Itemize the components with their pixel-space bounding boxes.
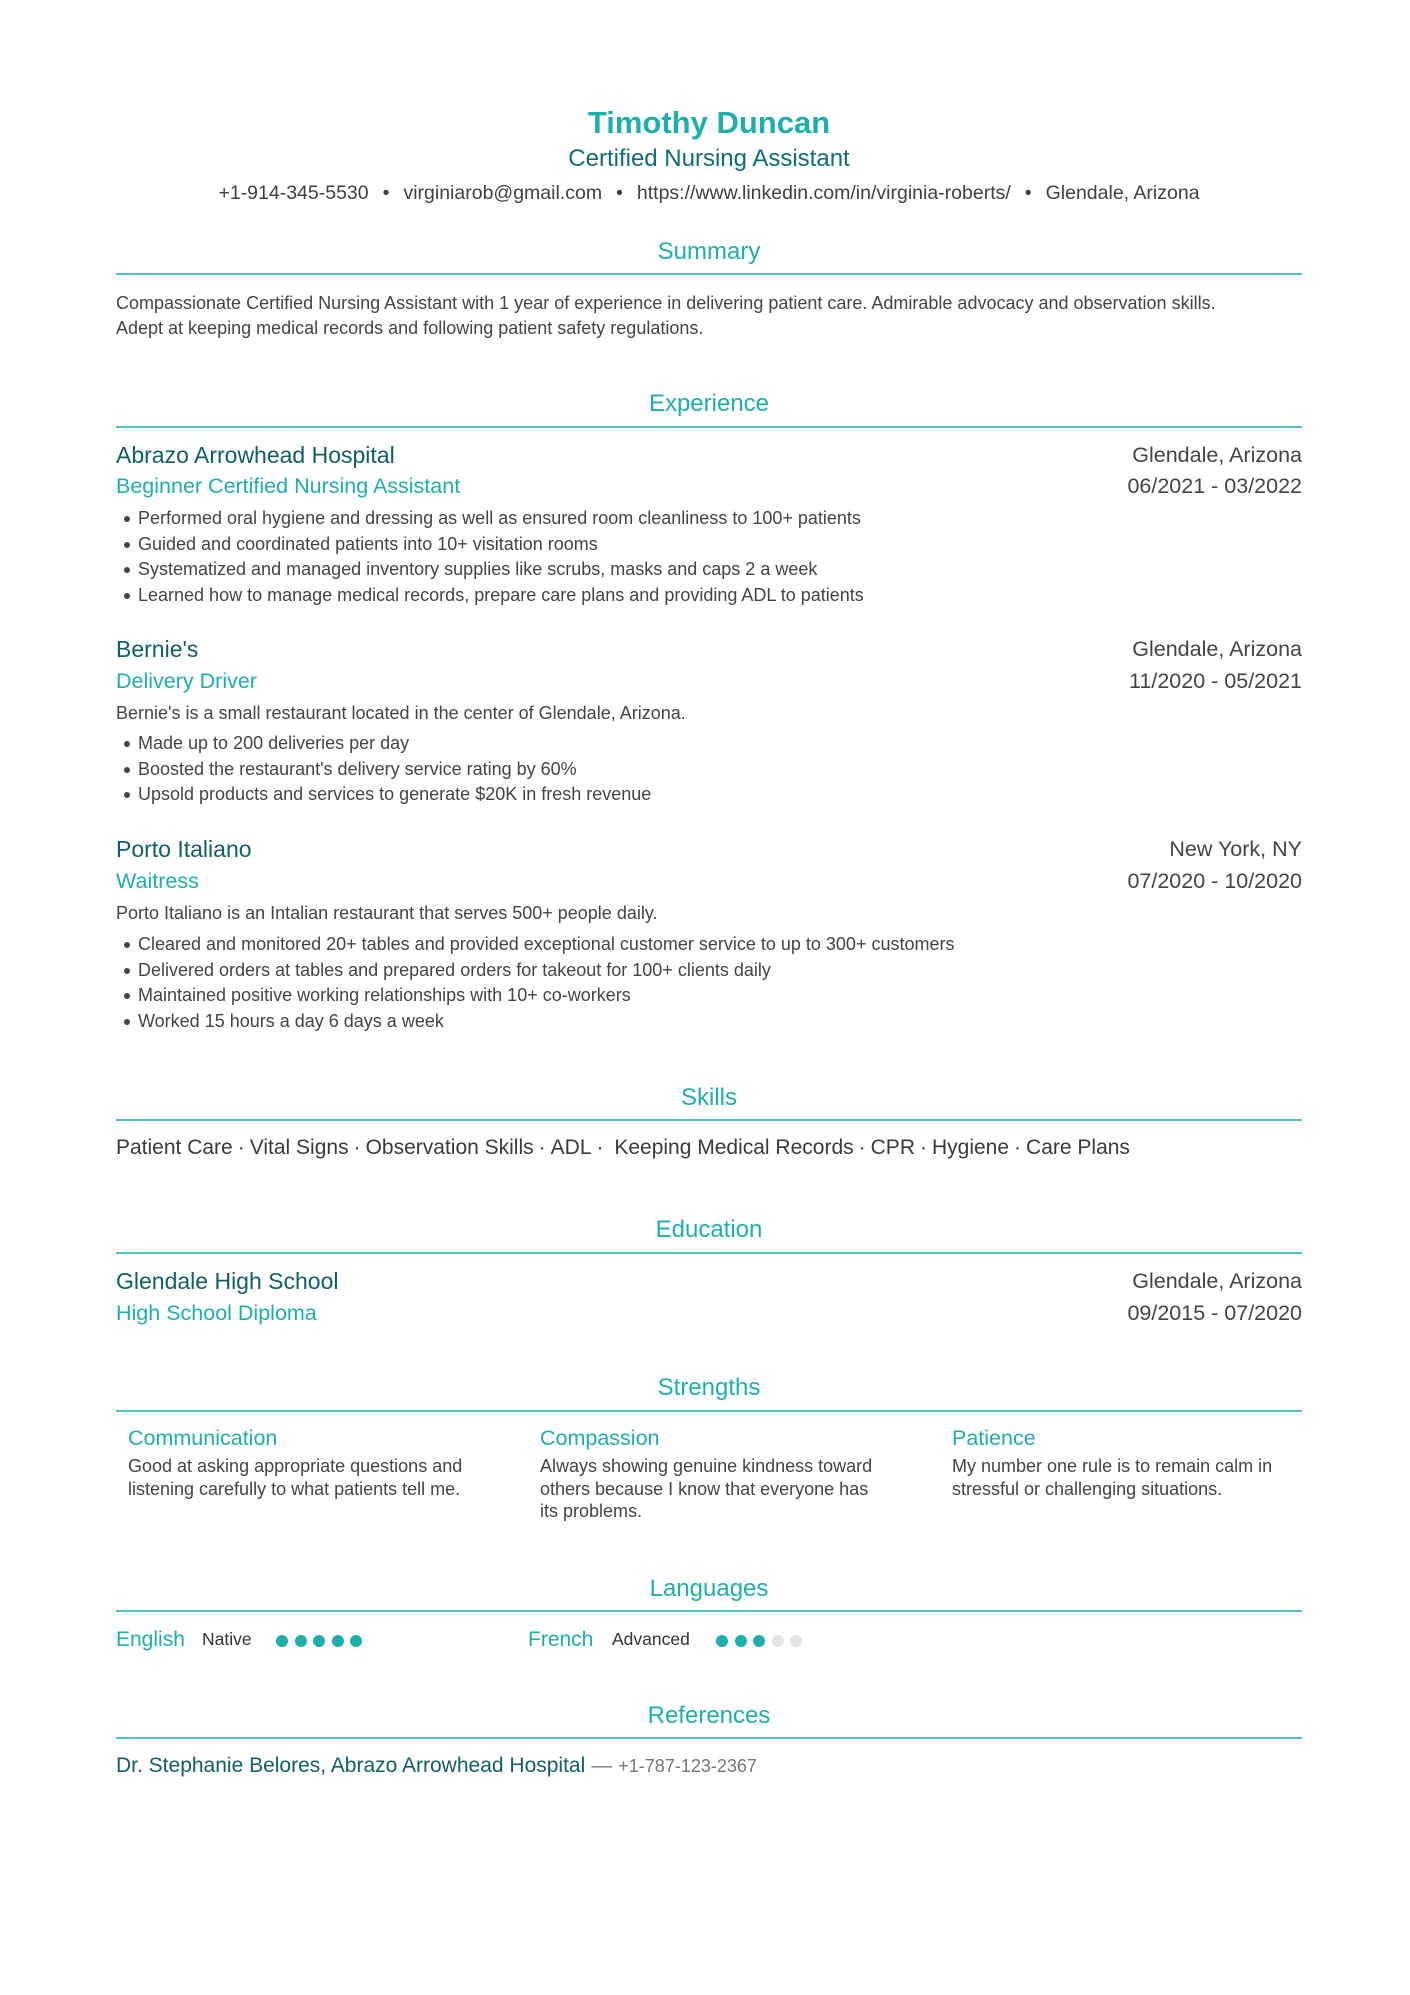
language-item	[528, 1624, 908, 1654]
section-title-experience: Experience	[648, 390, 770, 417]
rating-dot-filled	[735, 1635, 747, 1647]
list-item: Made up to 200 deliveries per day	[116, 731, 1296, 757]
education-degree: High School Diploma	[116, 1301, 317, 1325]
rating-dot-filled	[753, 1635, 765, 1647]
strength-title: Communication	[128, 1426, 278, 1450]
job-title: Beginner Certified Nursing Assistant	[116, 474, 461, 498]
rating-dot-empty	[790, 1635, 802, 1647]
job-company: Abrazo Arrowhead Hospital	[116, 442, 395, 468]
candidate-name: Timothy Duncan	[587, 105, 831, 140]
summary-text	[116, 291, 1302, 341]
strength-item	[952, 1424, 1292, 1500]
skill-separator: ·	[237, 1136, 245, 1159]
section-divider	[116, 426, 1302, 428]
section-title-languages: Languages	[649, 1575, 769, 1602]
language-level: Advanced	[612, 1629, 690, 1649]
job-subheader	[116, 866, 1302, 898]
list-item: Learned how to manage medical records, prepare care plans and providing ADL to patients	[116, 583, 1296, 609]
section-title-references: References	[647, 1702, 771, 1729]
language-name: English	[116, 1628, 185, 1651]
job-header	[116, 834, 1302, 866]
skill-separator: ·	[858, 1136, 866, 1159]
reference-dash: —	[591, 1754, 613, 1777]
job-bullets	[116, 731, 1296, 808]
rating-dot-empty	[772, 1635, 784, 1647]
skill-separator: ·	[353, 1136, 361, 1159]
strength-title: Compassion	[540, 1426, 660, 1450]
resume-header	[0, 104, 1410, 206]
job-bullets	[116, 506, 1296, 608]
contact-email[interactable]: virginiarob@gmail.com	[403, 182, 603, 204]
strength-description: Always showing genuine kindness toward others because I know that everyone has its problems.	[540, 1456, 873, 1521]
rating-dot-filled	[276, 1635, 288, 1647]
education-header	[116, 1266, 1302, 1298]
list-item: Cleared and monitored 20+ tables and provided exceptional customer service to up to 300+ customers	[116, 932, 1296, 958]
rating-dot-filled	[295, 1635, 307, 1647]
list-item: Performed oral hygiene and dressing as well as ensured room cleanliness to 100+ patients	[116, 506, 1296, 532]
contact-phone: +1-914-345-5530	[218, 182, 369, 204]
section-divider	[116, 1252, 1302, 1254]
section-title-education: Education	[655, 1216, 763, 1243]
strength-description: My number one rule is to remain calm in stressful or challenging situations.	[952, 1456, 1273, 1499]
skill-item: Hygiene	[931, 1136, 1010, 1159]
list-item: Systematized and managed inventory supplies like scrubs, masks and caps 2 a week	[116, 557, 1296, 583]
list-item: Worked 15 hours a day 6 days a week	[116, 1009, 1296, 1035]
language-item	[116, 1624, 496, 1654]
reference-phone: +1-787-123-2367	[618, 1756, 757, 1776]
language-rating	[276, 1635, 369, 1647]
job-title: Delivery Driver	[116, 669, 257, 693]
list-item: Boosted the restaurant's delivery service rating by 60%	[116, 757, 1296, 783]
job-bullets	[116, 932, 1296, 1034]
job-location: Glendale, Arizona	[1132, 443, 1302, 467]
skill-item: ADL	[550, 1136, 592, 1159]
strength-description: Good at asking appropriate questions and listening carefully to what patients tell me.	[128, 1456, 463, 1499]
language-name: French	[528, 1628, 594, 1651]
contact-separator: •	[382, 182, 390, 204]
contact-line	[0, 180, 1410, 206]
reference-name: Dr. Stephanie Belores, Abrazo Arrowhead Hospital	[116, 1754, 586, 1777]
job-company: Bernie's	[116, 636, 199, 662]
list-item: Upsold products and services to generate $20K in fresh revenue	[116, 782, 1296, 808]
skill-item: Vital Signs	[249, 1136, 349, 1159]
job-description: Porto Italiano is an Intalian restaurant that serves 500+ people daily.	[116, 903, 658, 923]
summary-line: Adept at keeping medical records and following patient safety regulations.	[116, 318, 704, 338]
skill-separator: ·	[919, 1136, 927, 1159]
strength-item	[128, 1424, 468, 1500]
reference-item	[116, 1751, 757, 1781]
section-divider	[116, 1410, 1302, 1412]
education-subheader	[116, 1298, 1302, 1330]
education-dates: 09/2015 - 07/2020	[1127, 1301, 1302, 1325]
education-location: Glendale, Arizona	[1132, 1269, 1302, 1293]
job-description: Bernie's is a small restaurant located in the center of Glendale, Arizona.	[116, 703, 686, 723]
candidate-role: Certified Nursing Assistant	[568, 145, 850, 172]
skills-list	[116, 1133, 1130, 1163]
contact-separator: •	[616, 182, 623, 204]
skill-item: CPR	[870, 1136, 915, 1159]
language-rating	[716, 1635, 809, 1647]
skill-item: Keeping Medical Records	[608, 1136, 854, 1159]
education-school: Glendale High School	[116, 1268, 339, 1294]
rating-dot-filled	[313, 1635, 325, 1647]
language-level: Native	[202, 1629, 252, 1649]
rating-dot-filled	[716, 1635, 728, 1647]
contact-location: Glendale, Arizona	[1045, 182, 1200, 204]
skill-item: Observation Skills	[365, 1136, 534, 1159]
section-title-strengths: Strengths	[657, 1374, 761, 1401]
rating-dot-filled	[350, 1635, 362, 1647]
job-subheader	[116, 666, 1302, 698]
job-location: New York, NY	[1169, 837, 1302, 861]
job-dates: 07/2020 - 10/2020	[1127, 869, 1302, 893]
job-header	[116, 634, 1302, 666]
skill-item: Care Plans	[1026, 1136, 1130, 1159]
job-company: Porto Italiano	[116, 836, 252, 862]
strength-item	[540, 1424, 880, 1523]
job-header	[116, 440, 1302, 472]
section-divider	[116, 1610, 1302, 1612]
list-item: Guided and coordinated patients into 10+ visitation rooms	[116, 532, 1296, 558]
summary-line: Compassionate Certified Nursing Assistant with 1 year of experience in delivering patient care. Admirable advocacy and observation skills.	[116, 293, 1216, 313]
job-location: Glendale, Arizona	[1132, 637, 1302, 661]
strength-title: Patience	[952, 1426, 1036, 1450]
section-divider	[116, 1119, 1302, 1121]
skill-item: Patient Care	[116, 1136, 233, 1159]
skill-separator: ·	[1014, 1136, 1022, 1159]
contact-separator: •	[1024, 182, 1032, 204]
job-dates: 11/2020 - 05/2021	[1129, 669, 1302, 693]
skill-separator: ·	[596, 1136, 604, 1159]
section-divider	[116, 1737, 1302, 1739]
job-dates: 06/2021 - 03/2022	[1127, 474, 1302, 498]
job-title: Waitress	[116, 869, 199, 893]
list-item: Maintained positive working relationships with 10+ co-workers	[116, 983, 1296, 1009]
skill-separator: ·	[538, 1136, 546, 1159]
contact-linkedin[interactable]: https://www.linkedin.com/in/virginia-roberts/	[636, 182, 1011, 204]
job-subheader	[116, 471, 1302, 503]
section-title-summary: Summary	[657, 238, 761, 265]
rating-dot-filled	[332, 1635, 344, 1647]
section-title-skills: Skills	[680, 1084, 737, 1111]
section-divider	[116, 273, 1302, 275]
list-item: Delivered orders at tables and prepared orders for takeout for 100+ clients daily	[116, 958, 1296, 984]
